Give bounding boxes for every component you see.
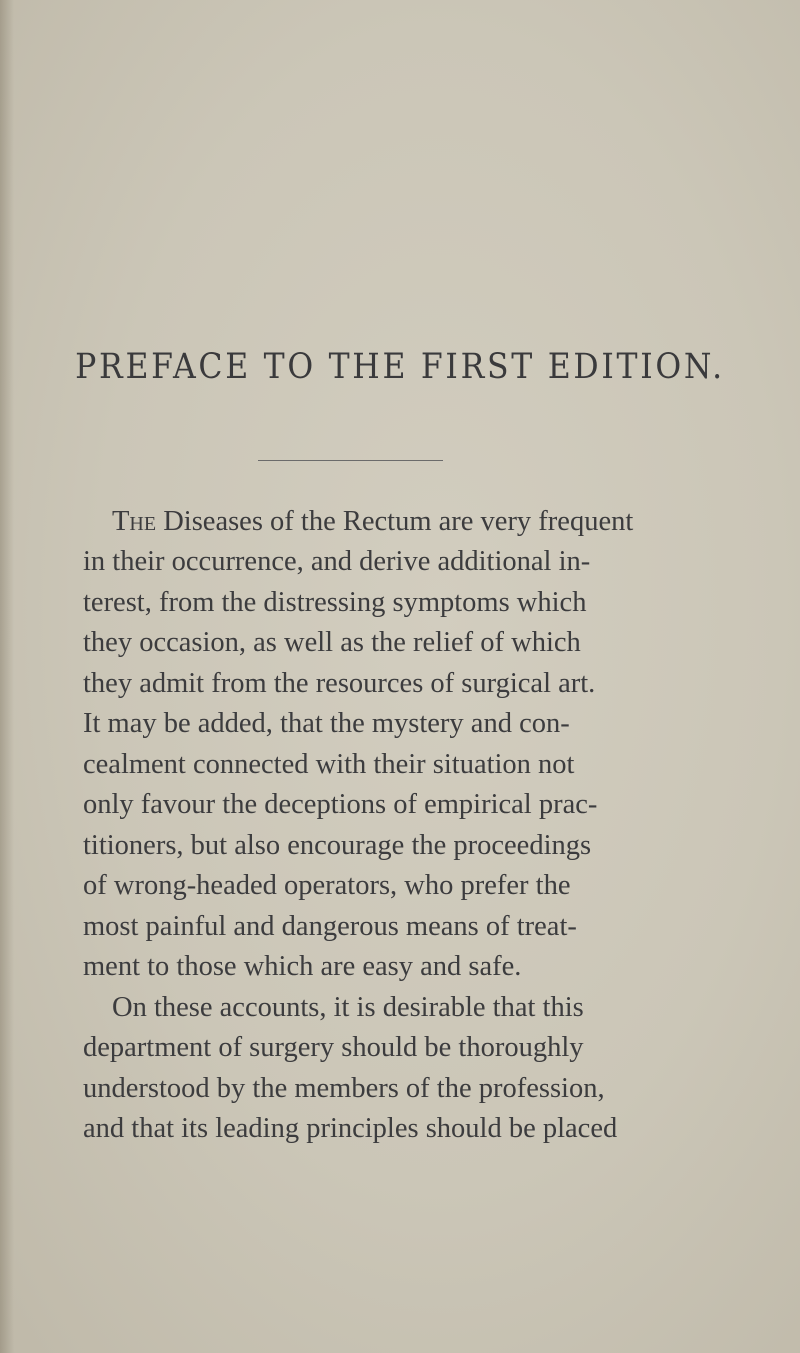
text-line-7: cealment connected with their situation not: [83, 749, 575, 780]
text-line-6: It may be added, that the mystery and con-: [83, 708, 570, 739]
text-line-9: titioners, but also encourage the proceedings: [83, 830, 592, 861]
text-line-5: they admit from the resources of surgical art.: [83, 668, 596, 699]
text-line-16: and that its leading principles should be placed: [83, 1113, 618, 1144]
text-line-4: they occasion, as well as the relief of which: [83, 627, 581, 658]
text-line-11: most painful and dangerous means of treat-: [83, 911, 577, 942]
heading-rule: [258, 460, 443, 461]
text-line-10: of wrong-headed operators, who prefer the: [83, 870, 571, 901]
text-line-14: department of surgery should be thoroughly: [83, 1032, 584, 1063]
text-line-8: only favour the deceptions of empirical prac-: [83, 789, 598, 820]
text-line-3: terest, from the distressing symptoms which: [83, 587, 587, 618]
drop-word: The: [112, 506, 157, 537]
text-line-15: understood by the members of the profession,: [83, 1073, 605, 1104]
text-line-1: [112, 502, 633, 542]
text-line-1-rest: Diseases of the Rectum are very frequent: [156, 506, 634, 537]
page-heading: PREFACE TO THE FIRST EDITION.: [75, 347, 725, 387]
text-line-12: ment to those which are easy and safe.: [83, 951, 522, 982]
text-line-2: in their occurrence, and derive additional in-: [83, 546, 591, 577]
text-line-13: On these accounts, it is desirable that this: [112, 992, 584, 1023]
page-binding-shadow: [0, 0, 14, 1353]
